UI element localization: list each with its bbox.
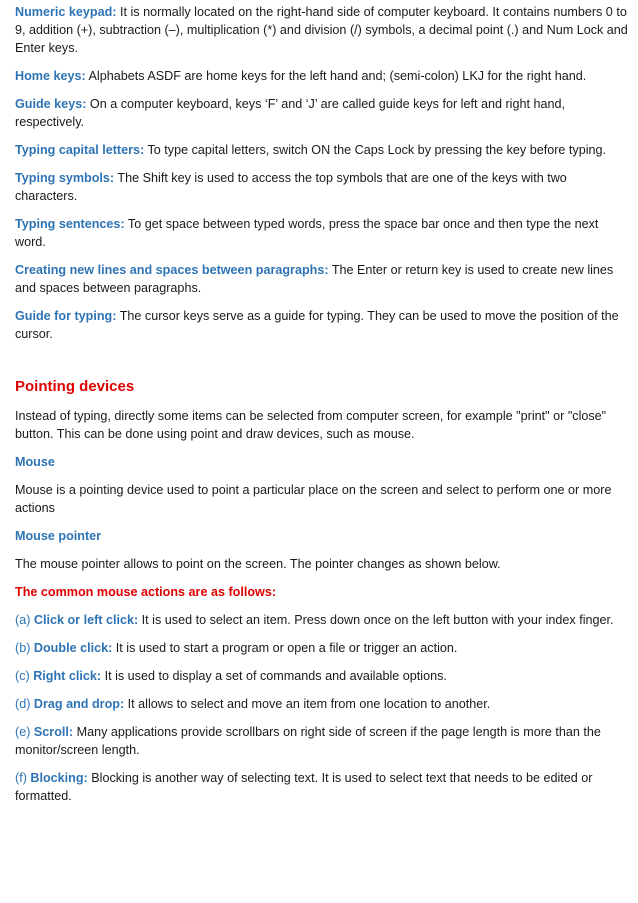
definition-text: The Enter or return key is used to create new lines and spaces between paragraphs. <box>15 263 614 295</box>
action-term: Right click: <box>33 669 102 683</box>
definition-guide-keys <box>15 95 628 131</box>
action-text: It allows to select and move an item from one location to another. <box>124 697 491 711</box>
mouse-pointer-heading: Mouse pointer <box>15 529 102 543</box>
action-text: It is used to select an item. Press down once on the left button with your index finger. <box>138 613 614 627</box>
mouse-heading: Mouse <box>15 455 55 469</box>
action-right-click <box>15 667 628 685</box>
action-text: It is used to display a set of commands and available options. <box>101 669 447 683</box>
action-letter: (e) <box>15 725 34 739</box>
action-text: It is used to start a program or open a file or trigger an action. <box>112 641 458 655</box>
action-blocking <box>15 769 628 805</box>
definition-capital-letters <box>15 141 628 159</box>
action-double-click <box>15 639 628 657</box>
action-letter: (f) <box>15 771 31 785</box>
definition-term: Typing symbols: <box>15 171 115 185</box>
definition-text: To type capital letters, switch ON the Caps Lock by pressing the key before typing. <box>144 143 607 157</box>
definition-typing-symbols <box>15 169 628 205</box>
definition-new-lines <box>15 261 628 297</box>
definition-home-keys <box>15 67 628 85</box>
action-text: Many applications provide scrollbars on right side of screen if the page length is more than the monitor/screen length. <box>15 725 601 757</box>
action-letter: (b) <box>15 641 34 655</box>
mouse-pointer-text: The mouse pointer allows to point on the screen. The pointer changes as shown below. <box>15 557 501 571</box>
definition-term: Guide for typing: <box>15 309 117 323</box>
action-scroll <box>15 723 628 759</box>
definition-term: Creating new lines and spaces between paragraphs: <box>15 263 329 277</box>
action-term: Scroll: <box>33 725 74 739</box>
pointing-intro: Instead of typing, directly some items can be selected from computer screen, for example "print" or "close" button. This can be done using point and draw devices, such as mouse. <box>15 409 607 441</box>
definition-numeric-keypad <box>15 3 628 57</box>
action-term: Blocking: <box>30 771 88 785</box>
definition-term: Numeric keypad: <box>15 5 117 19</box>
definition-text: It is normally located on the right-hand side of computer keyboard. It contains numbers 0 to 9, addition (+), subtraction (–), multiplication (*) and division (/) symbols, a decimal point (.) and Num Lock and Enter keys. <box>15 5 628 55</box>
definition-text: On a computer keyboard, keys ‘F’ and ‘J’ are called guide keys for left and right hand, respectively. <box>15 97 565 129</box>
action-text: Blocking is another way of selecting text. It is used to select text that needs to be edited or formatted. <box>15 771 593 803</box>
action-letter: (a) <box>15 613 34 627</box>
definition-text: To get space between typed words, press the space bar once and then type the next word. <box>15 217 599 249</box>
definition-text: Alphabets ASDF are home keys for the left hand and; (semi-colon) LKJ for the right hand. <box>85 69 587 83</box>
mouse-actions-heading: The common mouse actions are as follows: <box>15 585 277 599</box>
definition-text: The Shift key is used to access the top symbols that are one of the keys with two characters. <box>15 171 567 203</box>
mouse-text: Mouse is a pointing device used to point a particular place on the screen and select to perform one or more actions <box>15 483 612 515</box>
definition-term: Home keys: <box>15 69 86 83</box>
action-drag-and-drop <box>15 695 628 713</box>
section-heading-pointing-devices: Pointing devices <box>15 378 135 395</box>
action-click <box>15 611 628 629</box>
definition-typing-sentences <box>15 215 628 251</box>
action-term: Double click: <box>33 641 113 655</box>
action-letter: (c) <box>15 669 34 683</box>
definition-term: Typing capital letters: <box>15 143 145 157</box>
definition-term: Guide keys: <box>15 97 87 111</box>
action-letter: (d) <box>15 697 34 711</box>
definition-term: Typing sentences: <box>15 217 125 231</box>
action-term: Click or left click: <box>33 613 139 627</box>
definition-guide-for-typing <box>15 307 628 343</box>
definition-text: The cursor keys serve as a guide for typing. They can be used to move the position of the cursor. <box>15 309 619 341</box>
action-term: Drag and drop: <box>33 697 125 711</box>
